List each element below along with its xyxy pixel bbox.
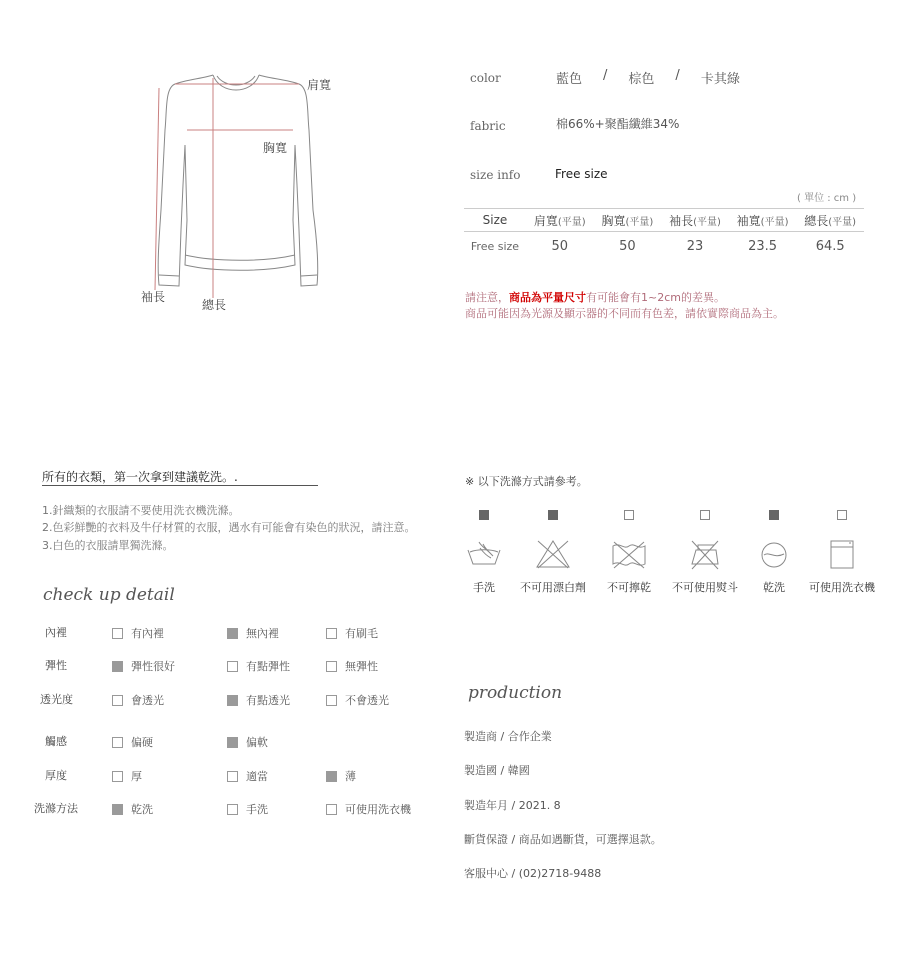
- wash-notes-title: 所有的衣類，第一次拿到建議乾洗。.: [42, 470, 238, 484]
- detail-option: [227, 692, 290, 708]
- fabric-value: 棉66%+聚酯纖維34%: [556, 117, 680, 131]
- production-title: production: [468, 683, 563, 703]
- checked-box-icon: [227, 695, 238, 706]
- wash-note-item: 2.色彩鮮艷的衣料及牛仔材質的衣服，遇水有可能會有染色的狀況，請注意。: [42, 521, 416, 534]
- production-line: 製造商 / 合作企業: [464, 730, 552, 743]
- color-label: color: [470, 71, 501, 85]
- separator: /: [675, 68, 680, 83]
- detail-category: 彈性: [45, 659, 67, 672]
- detail-category: 透光度: [40, 693, 73, 706]
- notice-text: 有可能會有1~2cm的差異。: [586, 291, 725, 304]
- detail-option: [326, 768, 356, 784]
- notice-text: 請注意，: [465, 291, 509, 304]
- unchecked-box-icon: [112, 771, 123, 782]
- production-line: 製造年月 / 2021. 8: [464, 799, 561, 812]
- unchecked-box-icon: [112, 737, 123, 748]
- no-bleach-icon: [534, 538, 572, 576]
- detail-option-label: 偏硬: [131, 736, 153, 749]
- no-iron-icon: [686, 538, 724, 576]
- unit-note: ( 單位 : cm ): [797, 193, 857, 204]
- production-line: 斷貨保證 / 商品如遇斷貨，可選擇退款。: [464, 833, 662, 846]
- detail-option: [112, 734, 153, 750]
- detail-option: [326, 692, 389, 708]
- detail-option-label: 無彈性: [345, 660, 378, 673]
- color-values: [556, 68, 740, 87]
- care-intro: ※ 以下洗滌方式請參考。: [465, 475, 588, 488]
- detail-option-label: 薄: [345, 770, 356, 783]
- col-header-size: Size: [482, 213, 508, 227]
- size-info-value: Free size: [555, 167, 608, 181]
- col-header-sleeve-width: 袖寬(平量): [736, 213, 789, 228]
- unchecked-box-icon: [326, 628, 337, 639]
- unchecked-box-icon: [837, 510, 847, 520]
- detail-option: [326, 801, 411, 817]
- wash-note-item: 1.針織類的衣服請不要使用洗衣機洗滌。: [42, 504, 240, 517]
- detail-option: [326, 625, 378, 641]
- detail-option-label: 無內裡: [246, 627, 279, 640]
- unchecked-box-icon: [227, 804, 238, 815]
- washing-machine-icon: [823, 538, 861, 576]
- table-row: [464, 232, 864, 261]
- unchecked-box-icon: [624, 510, 634, 520]
- detail-option-label: 乾洗: [131, 803, 153, 816]
- unchecked-box-icon: [112, 628, 123, 639]
- label-sleeve: 袖長: [141, 290, 166, 304]
- checked-box-icon: [112, 661, 123, 672]
- detail-title: check up detail: [43, 585, 175, 605]
- color-option: 棕色: [628, 72, 655, 87]
- label-shoulder: 肩寬: [307, 78, 332, 92]
- detail-category: 觸感: [45, 735, 67, 748]
- detail-option-label: 有刷毛: [345, 627, 378, 640]
- size-table-wrap: [464, 208, 864, 260]
- detail-option-label: 可使用洗衣機: [345, 803, 411, 816]
- detail-option-label: 適當: [246, 770, 268, 783]
- unchecked-box-icon: [700, 510, 710, 520]
- care-label: 乾洗: [763, 581, 785, 594]
- wash-note-item: 3.白色的衣服請單獨洗滌。: [42, 539, 174, 552]
- detail-option: [326, 658, 378, 674]
- detail-option-label: 有點透光: [246, 694, 290, 707]
- unchecked-box-icon: [326, 804, 337, 815]
- no-wring-icon: [610, 538, 648, 576]
- care-label: 可使用洗衣機: [809, 581, 875, 594]
- detail-option-label: 會透光: [131, 694, 164, 707]
- cell-sleeve: 23: [686, 238, 704, 254]
- detail-option: [227, 625, 279, 641]
- fabric-label: fabric: [470, 119, 506, 133]
- unchecked-box-icon: [227, 771, 238, 782]
- checked-box-icon: [227, 628, 238, 639]
- color-option: 卡其綠: [700, 72, 740, 87]
- cell-chest: 50: [619, 238, 636, 254]
- notice-line-2: 商品可能因為光源及顯示器的不同而有色差，請依實際商品為主。: [465, 307, 784, 320]
- checked-box-icon: [479, 510, 489, 520]
- wash-notes-rule: [42, 485, 318, 486]
- notice-line-1: [465, 289, 725, 305]
- detail-option: [112, 768, 142, 784]
- checked-box-icon: [769, 510, 779, 520]
- cell-shoulder: 50: [551, 238, 569, 254]
- checked-box-icon: [227, 737, 238, 748]
- col-header-chest: 胸寬(平量): [601, 213, 654, 228]
- cell-size: Free size: [470, 239, 520, 253]
- checked-box-icon: [112, 804, 123, 815]
- production-line: 製造國 / 韓國: [464, 764, 530, 777]
- unchecked-box-icon: [326, 661, 337, 672]
- care-label: 手洗: [473, 581, 495, 594]
- detail-option: [227, 801, 268, 817]
- detail-category: 厚度: [45, 769, 67, 782]
- col-header-length: 總長(平量): [804, 213, 857, 228]
- cell-length: 64.5: [815, 238, 845, 254]
- cell-sleeve-width: 23.5: [748, 238, 778, 254]
- sweater-illustration: [135, 70, 335, 310]
- detail-option: [227, 768, 268, 784]
- detail-option-label: 不會透光: [345, 694, 389, 707]
- label-length: 總長: [202, 298, 227, 312]
- care-label: 不可使用熨斗: [672, 581, 738, 594]
- unchecked-box-icon: [227, 661, 238, 672]
- unchecked-box-icon: [112, 695, 123, 706]
- size-info-label: size info: [470, 168, 521, 182]
- detail-option: [112, 658, 175, 674]
- detail-option-label: 有點彈性: [246, 660, 290, 673]
- care-label: 不可用漂白劑: [520, 581, 586, 594]
- detail-option-label: 偏軟: [246, 736, 268, 749]
- separator: /: [603, 68, 608, 83]
- detail-option-label: 手洗: [246, 803, 268, 816]
- col-header-sleeve: 袖長(平量): [669, 213, 721, 228]
- care-label: 不可擰乾: [607, 581, 651, 594]
- col-header-shoulder: 肩寬(平量): [533, 213, 586, 228]
- detail-option: [112, 692, 164, 708]
- unchecked-box-icon: [326, 695, 337, 706]
- checked-box-icon: [326, 771, 337, 782]
- detail-option: [227, 658, 290, 674]
- detail-option-label: 有內裡: [131, 627, 164, 640]
- color-option: 藍色: [556, 72, 583, 87]
- detail-category: 內裡: [45, 626, 67, 639]
- size-table: [464, 209, 864, 260]
- notice-highlight: 商品為平量尺寸: [509, 291, 586, 304]
- dry-clean-icon: [755, 538, 793, 576]
- garment-diagram: [135, 70, 335, 310]
- detail-option: [112, 801, 153, 817]
- checked-box-icon: [548, 510, 558, 520]
- production-line: 客服中心 / (02)2718-9488: [464, 867, 602, 880]
- table-header-row: [464, 209, 864, 232]
- detail-option: [227, 734, 268, 750]
- label-chest: 胸寬: [263, 141, 288, 155]
- detail-option-label: 厚: [131, 770, 142, 783]
- detail-option-label: 彈性很好: [131, 660, 175, 673]
- detail-option: [112, 625, 164, 641]
- detail-category: 洗滌方法: [34, 802, 78, 815]
- hand-wash-icon: [465, 538, 503, 576]
